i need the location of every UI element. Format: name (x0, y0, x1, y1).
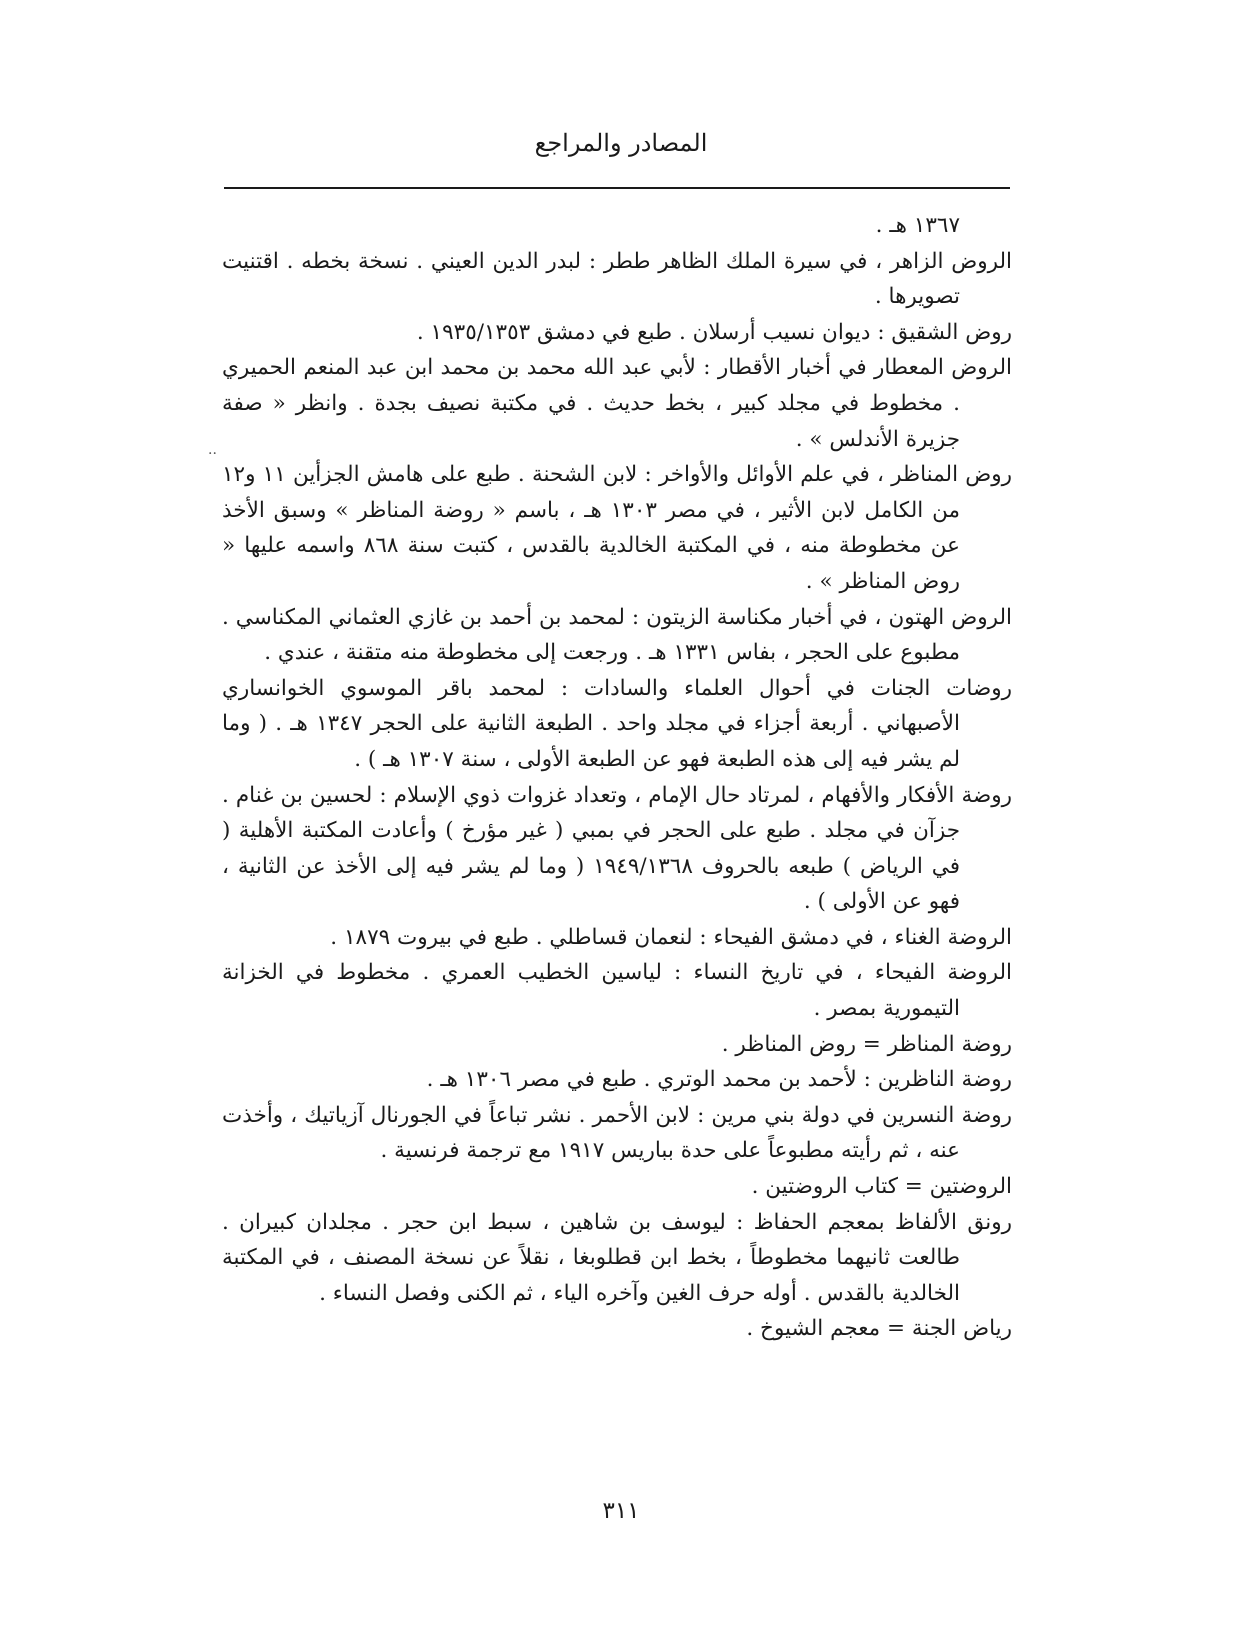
bibliography-entry: رياض الجنة = معجم الشيوخ . (746, 1316, 1012, 1342)
bibliography-entry: الروض الهتون ، في أخبار مكناسة الزيتون : لمحمد بن أحمد بن غازي العثماني المكناسي . مطبوع على الحجر ، بفاس ١٣٣١ هـ . ورجعت إلى مخطوطة منه متقنة ، عندي . (222, 604, 1012, 666)
header-rule (224, 187, 1010, 189)
bibliography-entry: روضة النسرين في دولة بني مرين : لابن الأحمر . نشر تباعاً في الجورنال آزياتيك ، وأخذت عنه ، ثم رأيته مطبوعاً على حدة بباريس ١٩١٧ مع ترجمة فرنسية . (222, 1102, 1012, 1164)
bibliography-entry: روضة الناظرين : لأحمد بن محمد الوتري . طبع في مصر ١٣٠٦ هـ . (426, 1067, 1012, 1093)
margin-mark: ·· (208, 446, 217, 462)
bibliography-entry: روضة المناظر = روض المناظر . (721, 1031, 1012, 1057)
bibliography-entry: الروضة الغناء ، في دمشق الفيحاء : لنعمان قساطلي . طبع في بيروت ١٨٧٩ . (330, 924, 1012, 950)
bibliography-entry: رونق الألفاظ بمعجم الحفاظ : ليوسف بن شاهين ، سبط ابن حجر . مجلدان كبيران . طالعت ثانيهما مخطوطاً ، بخط ابن قطلوبغا ، نقلاً عن نسخة المصنف ، في المكتبة الخالدية بالقدس . أوله حرف الغين وآخره الياء ، ثم الكنى وفصل النساء . (222, 1209, 1012, 1306)
bibliography-entry: روضات الجنات في أحوال العلماء والسادات : لمحمد باقر الموسوي الخوانساري الأصبهاني . أربعة أجزاء في مجلد واحد . الطبعة الثانية على الحجر ١٣٤٧ هـ . ( وما لم يشر فيه إلى هذه الطبعة فهو عن الطبعة الأولى ، سنة ١٣٠٧ هـ ) . (222, 675, 1012, 772)
bibliography-entry: الروضة الفيحاء ، في تاريخ النساء : لياسين الخطيب العمري . مخطوط في الخزانة التيمورية بمصر . (222, 960, 1012, 1022)
page-number: ٣١١ (602, 1498, 640, 1524)
bibliography-entry: روض الشقيق : ديوان نسيب أرسلان . طبع في دمشق ١٩٣٥/١٣٥٣ . (416, 319, 1012, 345)
bibliography-entry: روض المناظر ، في علم الأوائل والأواخر : لابن الشحنة . طبع على هامش الجزأين ١١ و١٢ من الكامل لابن الأثير ، في مصر ١٣٠٣ هـ ، باسم « روضة المناظر » وسبق الأخذ عن مخطوطة منه ، في المكتبة الخالدية بالقدس ، كتبت سنة ٨٦٨ واسمه عليها « روض المناظر » . (222, 462, 1013, 594)
bibliography-entry: روضة الأفكار والأفهام ، لمرتاد حال الإمام ، وتعداد غزوات ذوي الإسلام : لحسين بن غنام . جزآن في مجلد . طبع على الحجر في بمبي ( غير مؤرخ ) وأعادت المكتبة الأهلية ( في الرياض ) طبعه بالحروف ١٩٤٩/١٣٦٨ ( وما لم يشر فيه إلى الأخذ عن الثانية ، فهو عن الأولى ) . (222, 782, 1012, 915)
page-title: المصادر والمراجع (534, 129, 708, 157)
bibliography-entry: الروضتين = كتاب الروضتين . (751, 1174, 1012, 1200)
bibliography-entry: الروض الزاهر ، في سيرة الملك الظاهر ططر : لبدر الدين العيني . نسخة بخطه . اقتنيت تصويرها . (222, 248, 1012, 310)
bibliography-entry: ١٣٦٧ هـ . (875, 213, 960, 238)
bibliography-list (222, 208, 1012, 1347)
bibliography-entry: الروض المعطار في أخبار الأقطار : لأبي عبد الله محمد بن محمد ابن عبد المنعم الحميري . مخطوط في مجلد كبير ، بخط حديث . في مكتبة نصيف بجدة . وانظر « صفة جزيرة الأندلس » . (222, 355, 1012, 452)
